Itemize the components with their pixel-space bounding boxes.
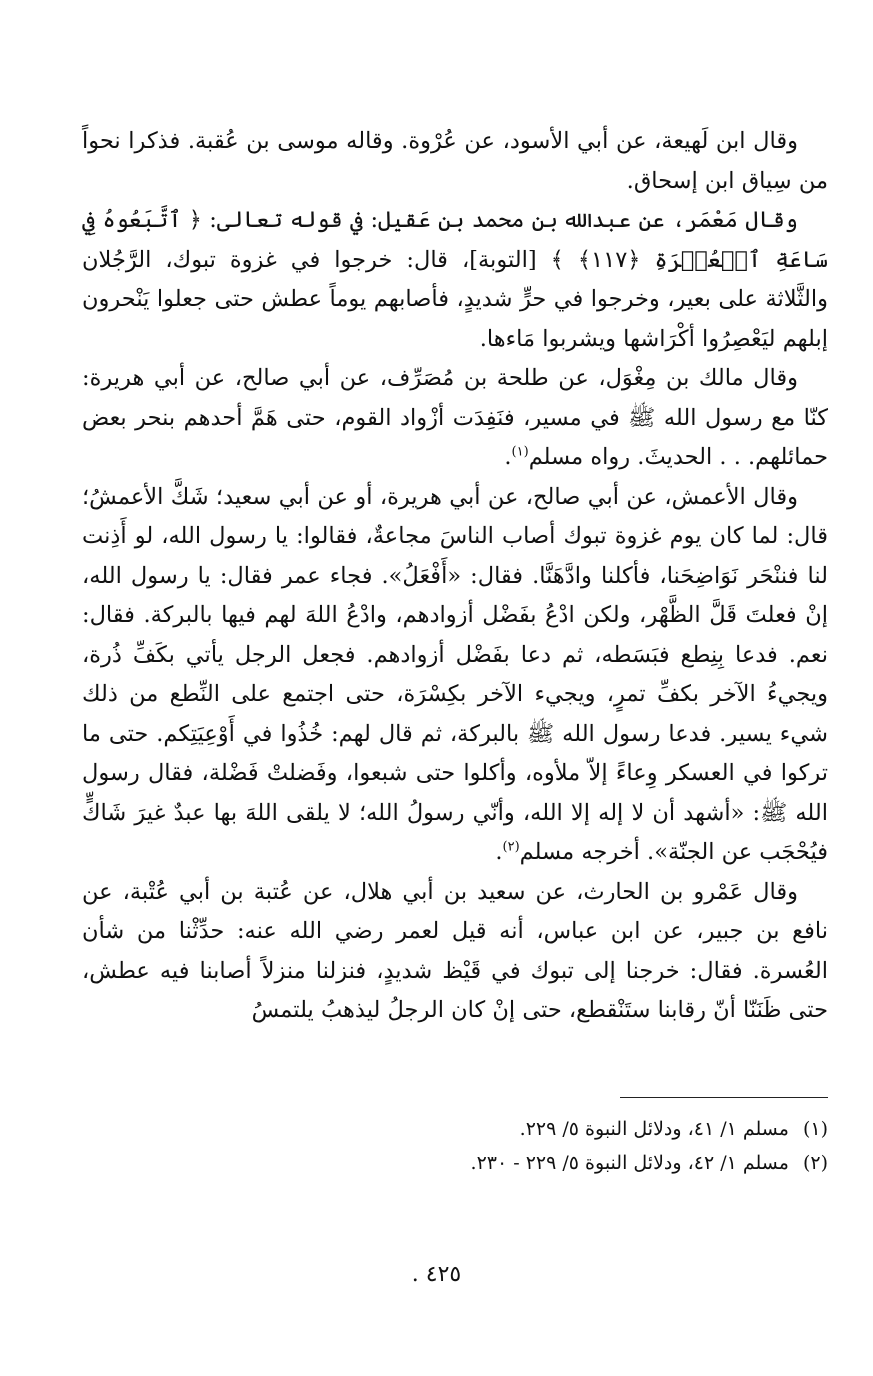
paragraph-4 xyxy=(82,478,828,873)
paragraph-1: وقال ابن لَهيعة، عن أبي الأسود، عن عُرْوة. وقاله موسى بن عُقبة. فذكرا نحواً من سِياق ابن إسحاق. xyxy=(82,128,828,194)
footnote-marker: (٢) xyxy=(802,1152,828,1174)
paragraph-4-text: وقال الأعمش، عن أبي صالح، عن أبي هريرة، أو عن أبي سعيد؛ شَكَّ الأعمشُ؛ قال: لما كان يوم غزوة تبوك أصاب الناسَ مجاعةٌ، فقالوا: يا رسول الله، لو أَذِنت لنا فننْحَر نَوَاضِحَنا، فأكلنا وادَّهَنَّا. فقال: «أَفْعَلُ». فجاء عمر فقال: يا رسول الله، إنْ فعلتَ قَلَّ الظَّهْر، ولكن ادْعُ بفَضْل أزوادهم، وادْعُ اللهَ لهم فيها بالبركة. فقال: نعم. فدعا بِنِطع فبَسَطه، ثم دعا بفَضْل أزوادهم. فجعل الرجل يأتي بكَفِّ ذُرة، ويجيءُ الآخر بكفِّ تمرٍ، ويجيء الآخر بكِسْرَة، حتى اجتمع على النِّطع من ذلك شيء يسير. فدعا رسول الله ﷺ بالبركة، ثم قال لهم: خُذُوا في أَوْعِيَتِكم. حتى ما تركوا في العسكر وِعاءً إلاّ ملأوه، وأكلوا حتى شبعوا، وفَضلتْ فَضْلة، فقال رسول الله ﷺ: «أشهد أن لا إله إلا الله، وأنّي رسولُ الله؛ لا يلقى اللهَ بها عبدٌ غيرَ شَاكٍّ فيُحْجَب عن الجنّة». أخرجه مسلم xyxy=(82,483,828,865)
footnote-1 xyxy=(82,1112,828,1146)
footnote-ref-2[interactable]: (٢) xyxy=(502,839,520,855)
paragraph-2: وقال مَعْمَر، عن عبدالله بن محمد بن عَقيل: في قوله تعالى: ﴿ ٱتَّبَعُوهُ فِي سَاعَةِ ٱلۡعُسۡرَةِ ﴿١١٧﴾ ﴾ [التوبة]، قال: خرجوا في غزوة تبوك، الرَّجُلان والثَّلاثة على بعير، وخرجوا في حرٍّ شديدٍ، فأصابهم يوماً عطش حتى جعلوا يَنْحرون إبلهم ليَعْصِرُوا أكْرَاشها ويشربوا مَاءها. xyxy=(82,207,828,352)
main-text xyxy=(82,122,828,1031)
footnote-2 xyxy=(82,1146,828,1180)
footnote-divider xyxy=(620,1097,828,1098)
paragraph-5: وقال عَمْرو بن الحارث، عن سعيد بن أبي هلال، عن عُتبة بن أبي عُتْبة، عن نافع بن جبير، عن ابن عباس، أنه قيل لعمر رضي الله عنه: حدِّثْنا من شأن العُسرة. فقال: خرجنا إلى تبوك في قَيْظ شديدٍ، فنزلنا منزلاً أصابنا فيه عطش، حتى ظَنَنّا أنّ رقابنا ستَنْقطع، حتى إنْ كان الرجلُ ليذهبُ يلتمسُ xyxy=(82,878,828,1023)
footnotes xyxy=(82,1112,828,1180)
paragraph-3-end: . xyxy=(504,444,512,470)
footnote-ref-1[interactable]: (١) xyxy=(511,444,529,460)
paragraph-3 xyxy=(82,359,828,478)
footnote-marker: (١) xyxy=(802,1118,828,1140)
paragraph-4-end: . xyxy=(495,839,503,865)
footnote-text: مسلم ١/ ٤٢، ودلائل النبوة ٥/ ٢٢٩ - ٢٣٠. xyxy=(470,1152,789,1174)
page-number: . ٤٢٥ xyxy=(411,1262,462,1287)
paragraph-3-text: وقال مالك بن مِغْوَل، عن طلحة بن مُصَرِّف، عن أبي صالح، عن أبي هريرة: كنّا مع رسول الله ﷺ في مسير، فنَفِدَت أزْواد القوم، حتى هَمَّ أحدهم بنحر بعض حمائلهم. . . الحديثَ. رواه مسلم xyxy=(82,365,828,470)
footnote-text: مسلم ١/ ٤١، ودلائل النبوة ٥/ ٢٢٩. xyxy=(519,1118,789,1140)
